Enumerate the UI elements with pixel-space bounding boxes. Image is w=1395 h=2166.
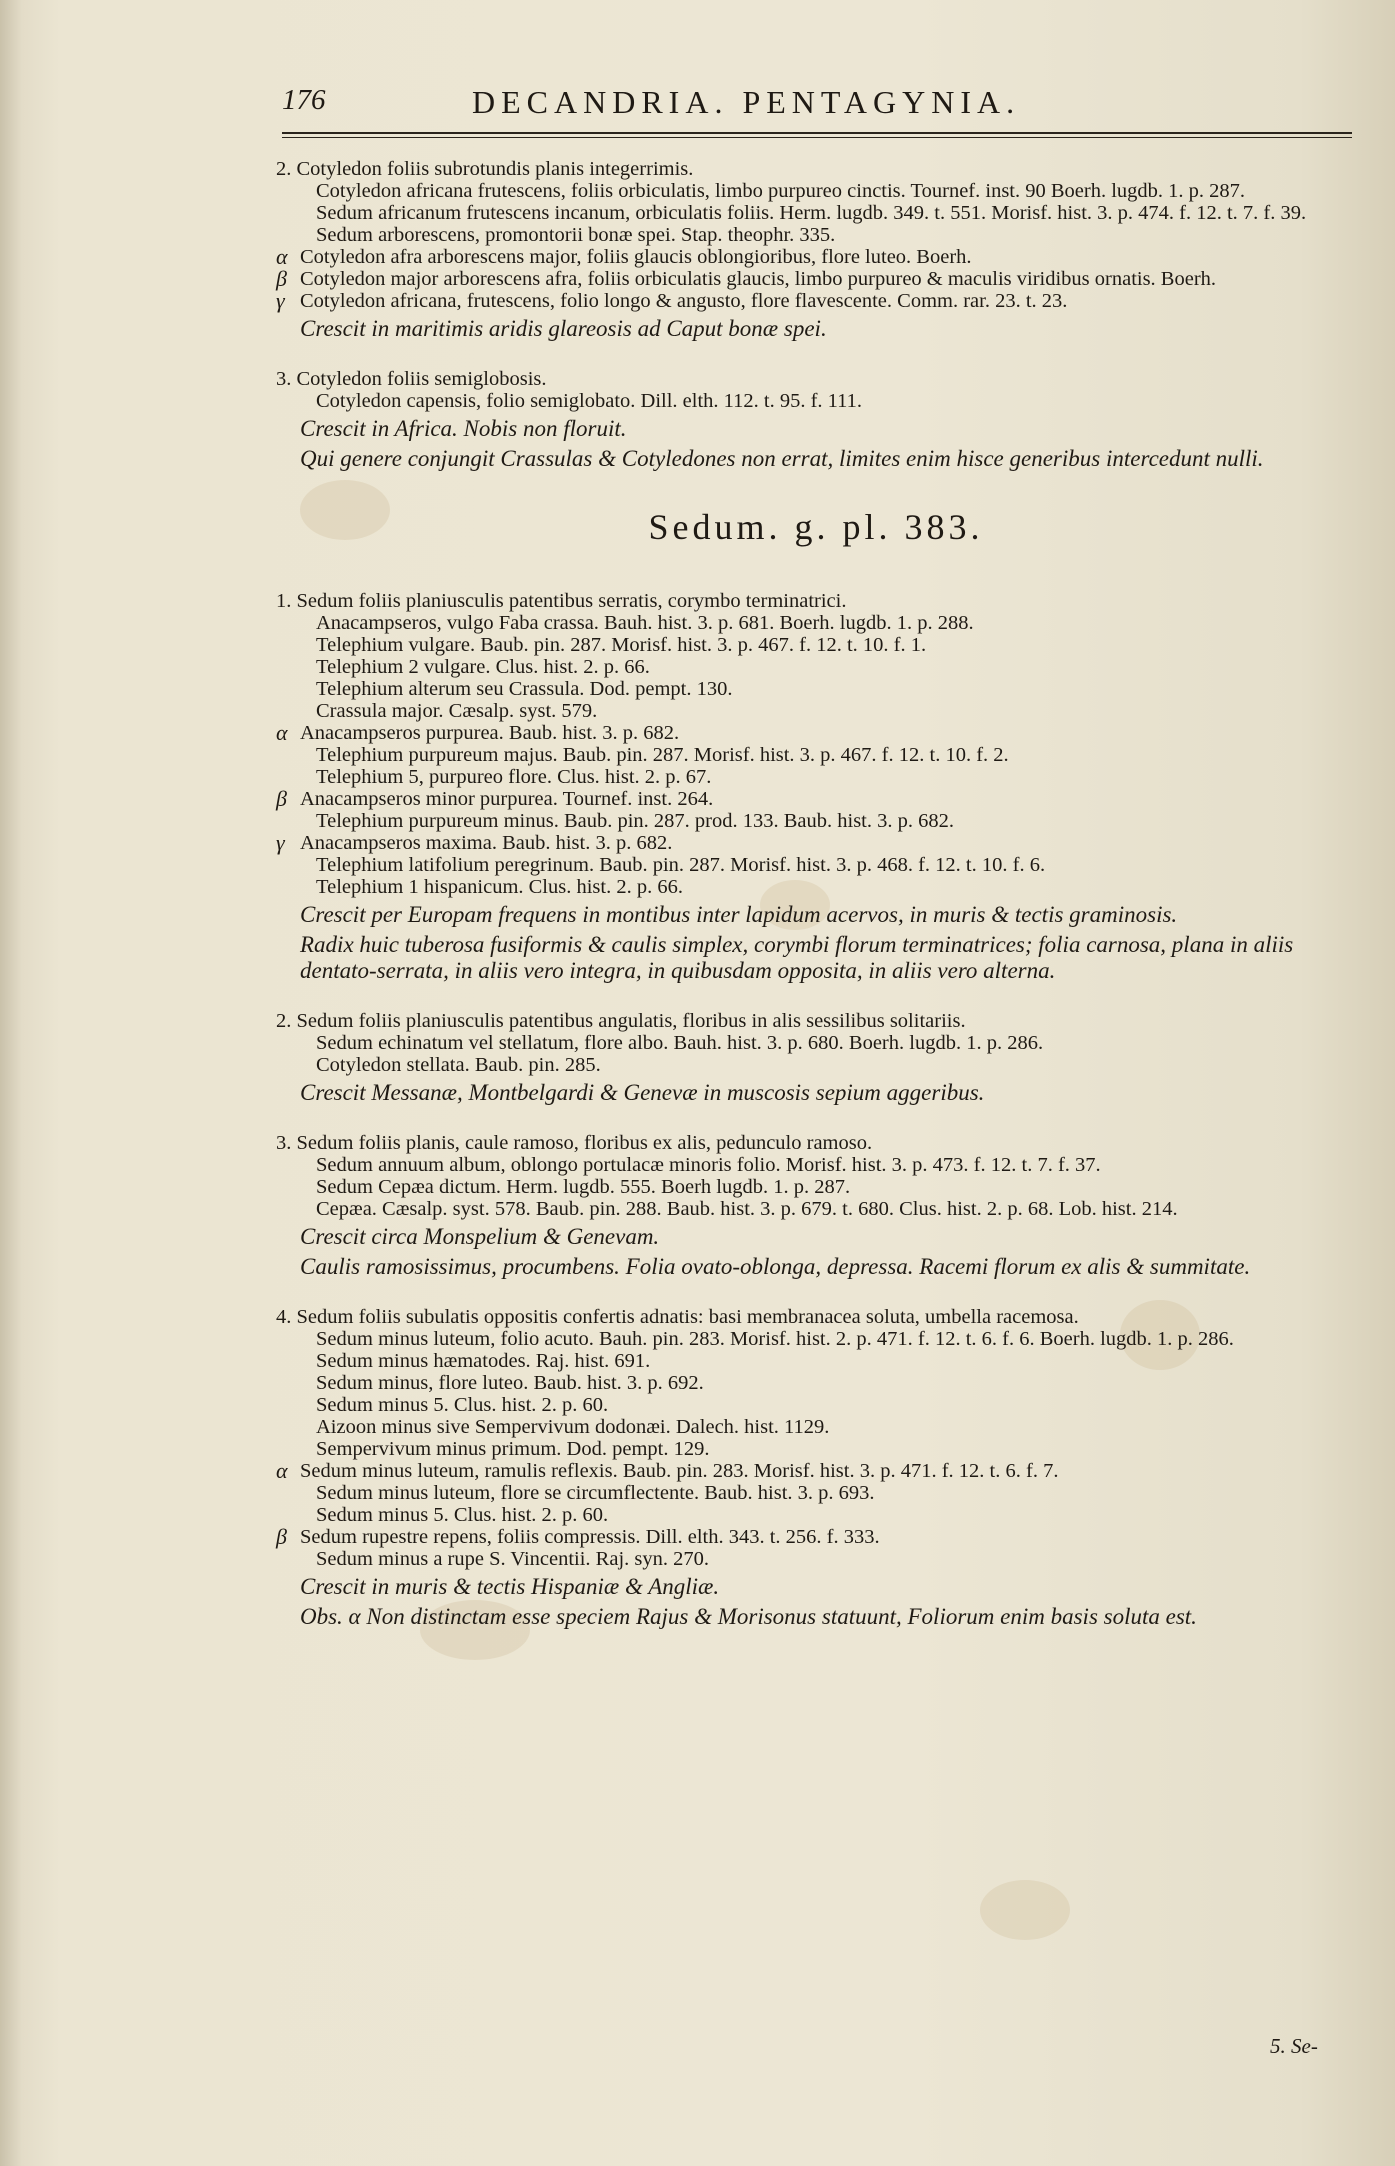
variety-text: Cotyledon major arborescens afra, foliis orbiculatis glaucis, limbo purpureo & maculis viridibus ornatis. Boerh.	[300, 268, 1217, 290]
species-entry	[276, 1010, 1356, 1106]
synonym-line: Telephium 1 hispanicum. Clus. hist. 2. p. 66.	[316, 876, 683, 898]
species-entry	[276, 368, 1356, 472]
synonym-line: Cotyledon stellata. Baub. pin. 285.	[316, 1054, 601, 1076]
variety-text: Cotyledon afra arborescens major, foliis glaucis oblongioribus, flore luteo. Boerh.	[300, 246, 972, 268]
variety-text: Anacampseros maxima. Baub. hist. 3. p. 682.	[300, 832, 673, 854]
remark-note: Qui genere conjungit Crassulas & Cotyledones non errat, limites enim hisce generibus intercedunt nulli.	[300, 446, 1264, 471]
remark-note: Crescit per Europam frequens in montibus inter lapidum acervos, in muris & tectis graminosis.	[300, 902, 1178, 927]
synonym-line: Sedum annuum album, oblongo portulacæ minoris folio. Morisf. hist. 3. p. 473. f. 12. t. 7. f. 37.	[316, 1154, 1101, 1176]
synonym-line: Sempervivum minus primum. Dod. pempt. 129.	[316, 1438, 710, 1460]
synonym-line: Sedum minus 5. Clus. hist. 2. p. 60.	[316, 1504, 609, 1526]
variety-line	[276, 246, 1356, 268]
synonym-line: Sedum Cepæa dictum. Herm. lugdb. 555. Boerh lugdb. 1. p. 287.	[316, 1176, 851, 1198]
variety-line	[276, 788, 1356, 810]
species-entry	[276, 1306, 1356, 1630]
synonym-line: Telephium 2 vulgare. Clus. hist. 2. p. 66.	[316, 656, 650, 678]
remark-note: Caulis ramosissimus, procumbens. Folia ovato-oblonga, depressa. Racemi florum ex alis & summitate.	[300, 1254, 1251, 1279]
variety-text: Anacampseros minor purpurea. Tournef. inst. 264.	[300, 788, 714, 810]
synonym-line: Telephium alterum seu Crassula. Dod. pempt. 130.	[316, 678, 733, 700]
entry-heading: 3. Cotyledon foliis semiglobosis.	[276, 368, 547, 390]
variety-mark: β	[276, 786, 287, 811]
variety-text: Anacampseros purpurea. Baub. hist. 3. p. 682.	[300, 722, 680, 744]
variety-line	[276, 832, 1356, 854]
synonym-line: Aizoon minus sive Sempervivum dodonæi. Dalech. hist. 1129.	[316, 1416, 830, 1438]
entry-heading: 1. Sedum foliis planiusculis patentibus serratis, corymbo terminatrici.	[276, 590, 847, 612]
entry-heading: 2. Sedum foliis planiusculis patentibus angulatis, floribus in alis sessilibus solitariis.	[276, 1010, 966, 1032]
habitat-note: Crescit Messanæ, Montbelgardi & Genevæ in muscosis sepium aggeribus.	[300, 1080, 985, 1105]
entry-heading: 3. Sedum foliis planis, caule ramoso, floribus ex alis, pedunculo ramoso.	[276, 1132, 873, 1154]
synonym-line: Telephium 5, purpureo flore. Clus. hist. 2. p. 67.	[316, 766, 712, 788]
species-entry	[276, 1132, 1356, 1280]
variety-text: Cotyledon africana, frutescens, folio longo & angusto, flore flavescente. Comm. rar. 23. t. 23.	[300, 290, 1068, 312]
variety-text: Sedum rupestre repens, foliis compressis. Dill. elth. 343. t. 256. f. 333.	[300, 1526, 880, 1548]
variety-mark: α	[276, 244, 288, 269]
entry-heading: 4. Sedum foliis subulatis oppositis confertis adnatis: basi membranacea soluta, umbella racemosa.	[276, 1306, 1079, 1328]
synonym-line: Sedum minus hæmatodes. Raj. hist. 691.	[316, 1350, 651, 1372]
remark-note: Radix huic tuberosa fusiformis & caulis simplex, corymbi florum terminatrices; folia carnosa, plana in aliis dentato-serrata, in aliis vero integra, in quibusdam opposita, in aliis vero alterna.	[300, 932, 1294, 983]
page-number: 176	[282, 84, 326, 116]
synonym-line: Sedum minus luteum, folio acuto. Bauh. pin. 283. Morisf. hist. 2. p. 471. f. 12. t. 6. f. 6. Boerh. lugdb. 1. p. 286.	[316, 1328, 1234, 1350]
synonym-line: Telephium purpureum minus. Baub. pin. 287. prod. 133. Baub. hist. 3. p. 682.	[316, 810, 955, 832]
page-content	[276, 158, 1356, 1656]
synonym-line: Sedum africanum frutescens incanum, orbiculatis foliis. Herm. lugdb. 349. t. 551. Morisf. hist. 3. p. 474. f. 12. t. 7. f. 39.	[316, 202, 1307, 224]
synonym-line: Sedum arborescens, promontorii bonæ spei. Stap. theophr. 335.	[316, 224, 836, 246]
synonym-line: Sedum echinatum vel stellatum, flore albo. Bauh. hist. 3. p. 680. Boerh. lugdb. 1. p. 286.	[316, 1032, 1044, 1054]
synonym-line: Anacampseros, vulgo Faba crassa. Bauh. hist. 3. p. 681. Boerh. lugdb. 1. p. 288.	[316, 612, 974, 634]
variety-line	[276, 1526, 1356, 1548]
variety-line	[276, 290, 1356, 312]
synonym-line: Cotyledon capensis, folio semiglobato. Dill. elth. 112. t. 95. f. 111.	[316, 390, 863, 412]
variety-line	[276, 268, 1356, 290]
synonym-line: Crassula major. Cæsalp. syst. 579.	[316, 700, 598, 722]
synonym-line: Sedum minus, flore luteo. Baub. hist. 3. p. 692.	[316, 1372, 704, 1394]
variety-mark: γ	[276, 288, 285, 313]
synonym-line: Telephium purpureum majus. Baub. pin. 287. Morisf. hist. 3. p. 467. f. 12. t. 10. f. 2.	[316, 744, 1009, 766]
variety-line	[276, 1460, 1356, 1482]
synonym-line: Cotyledon africana frutescens, foliis orbiculatis, limbo purpureo cinctis. Tournef. inst. 90 Boerh. lugdb. 1. p. 287.	[316, 180, 1246, 202]
variety-mark: γ	[276, 830, 285, 855]
variety-text: Sedum minus luteum, ramulis reflexis. Baub. pin. 283. Morisf. hist. 3. p. 471. f. 12. t. 6. f. 7.	[300, 1460, 1059, 1482]
running-head: DECANDRIA. PENTAGYNIA.	[472, 84, 1021, 120]
habitat-note: Crescit in maritimis aridis glareosis ad Caput bonæ spei.	[300, 316, 827, 341]
habitat-note: Crescit in muris & tectis Hispaniæ & Angliæ.	[300, 1574, 720, 1599]
habitat-note: Crescit circa Monspelium & Genevam.	[300, 1224, 660, 1249]
variety-mark: β	[276, 1524, 287, 1549]
synonym-line: Sedum minus a rupe S. Vincentii. Raj. syn. 270.	[316, 1548, 709, 1570]
synonym-line: Cepæa. Cæsalp. syst. 578. Baub. pin. 288. Baub. hist. 3. p. 679. t. 680. Clus. hist. 2. p. 68. Lob. hist. 214.	[316, 1198, 1178, 1220]
entry-heading: 2. Cotyledon foliis subrotundis planis integerrimis.	[276, 158, 694, 180]
synonym-line: Sedum minus 5. Clus. hist. 2. p. 60.	[316, 1394, 609, 1416]
synonym-line: Telephium vulgare. Baub. pin. 287. Morisf. hist. 3. p. 467. f. 12. t. 10. f. 1.	[316, 634, 927, 656]
variety-mark: α	[276, 720, 288, 745]
genus-heading: Sedum. g. pl. 383.	[648, 507, 984, 547]
species-entry	[276, 158, 1356, 342]
remark-note: Obs. α Non distinctam esse speciem Rajus & Morisonus statuunt, Foliorum enim basis soluta est.	[300, 1604, 1197, 1629]
habitat-note: Crescit in Africa. Nobis non floruit.	[300, 416, 627, 441]
variety-line	[276, 722, 1356, 744]
variety-mark: β	[276, 266, 287, 291]
catchword: 5. Se-	[1270, 2034, 1318, 2058]
synonym-line: Telephium latifolium peregrinum. Baub. pin. 287. Morisf. hist. 3. p. 468. f. 12. t. 10. f. 6.	[316, 854, 1046, 876]
foxing-stain	[980, 1880, 1070, 1940]
species-entry	[276, 590, 1356, 984]
variety-mark: α	[276, 1458, 288, 1483]
header-rule	[282, 132, 1352, 138]
synonym-line: Sedum minus luteum, flore se circumflectente. Baub. hist. 3. p. 693.	[316, 1482, 875, 1504]
page-header	[282, 84, 1350, 134]
